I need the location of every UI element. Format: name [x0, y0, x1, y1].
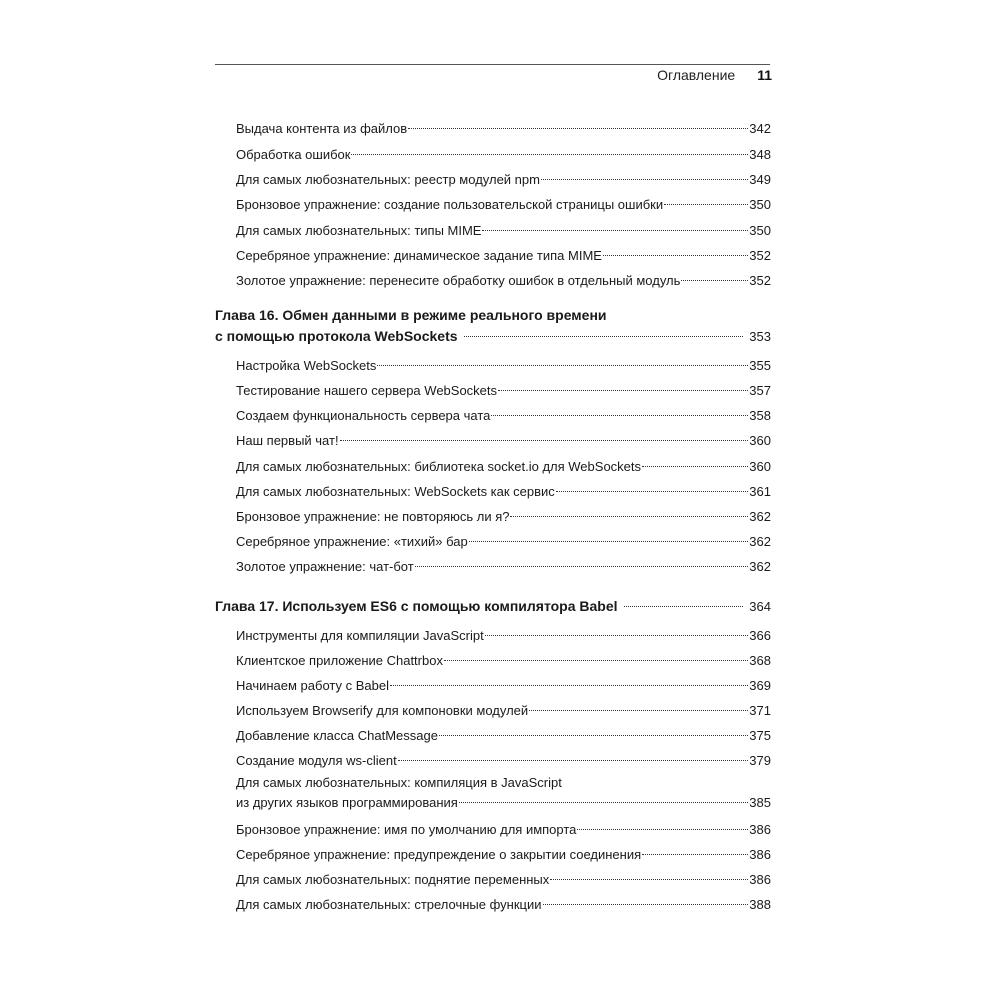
toc-entry-page: 362: [749, 534, 771, 549]
toc-entry: [236, 843, 771, 863]
chapter-page: 364: [749, 599, 771, 614]
dot-leader: [439, 724, 748, 740]
toc-entry-title: Золотое упражнение: чат-бот: [236, 559, 414, 574]
toc-entry: [236, 530, 771, 550]
toc-entry-page: 385: [749, 795, 771, 810]
toc-entry-page: 375: [749, 728, 771, 743]
toc-entry: [236, 219, 771, 239]
dot-leader: [529, 699, 748, 715]
toc-entry-page: 357: [749, 383, 771, 398]
toc-entry-title: Бронзовое упражнение: создание пользовательской страницы ошибки: [236, 197, 664, 212]
toc-entry-page: 371: [749, 703, 771, 718]
toc-entry-title: Наш первый чат!: [236, 433, 339, 448]
toc-entry: [236, 269, 771, 289]
dot-leader: [543, 893, 749, 909]
toc-entry: [236, 379, 771, 399]
toc-entry-title: Серебряное упражнение: «тихий» бар: [236, 534, 468, 549]
toc-entry-title: Обработка ошибок: [236, 147, 351, 162]
running-header-page-number: 11: [757, 67, 772, 83]
toc-entry-page: 366: [749, 628, 771, 643]
toc-entry: [236, 674, 771, 694]
toc-entry: [236, 868, 771, 888]
toc-entry: [236, 893, 771, 913]
toc-entry: [236, 699, 771, 719]
toc-entry: [236, 168, 771, 188]
toc-entry-page: 386: [749, 847, 771, 862]
dot-leader: [340, 429, 749, 445]
dot-leader: [482, 219, 748, 235]
toc-entry-page: 362: [749, 509, 771, 524]
dot-leader: [603, 244, 748, 260]
toc-entry-page: 369: [749, 678, 771, 693]
dot-leader: [398, 749, 749, 765]
toc-entry: [236, 244, 771, 264]
toc-entry-title: Серебряное упражнение: предупреждение о закрытии соединения: [236, 847, 642, 862]
dot-leader: [464, 324, 744, 341]
toc-entry-title: Добавление класса ChatMessage: [236, 728, 438, 743]
chapter-heading-17: [215, 594, 771, 615]
toc-entry: [236, 818, 771, 838]
dot-leader: [459, 791, 748, 807]
dot-leader: [681, 269, 748, 285]
chapter-page: 353: [749, 329, 771, 344]
toc-entry-title: Бронзовое упражнение: имя по умолчанию для импорта: [236, 822, 577, 837]
toc-entry-page: 386: [749, 872, 771, 887]
toc-entry: [236, 480, 771, 500]
toc-entry: [236, 143, 771, 163]
dot-leader: [351, 143, 748, 159]
chapter-title-line: Глава 16. Обмен данными в режиме реального времени: [215, 307, 607, 323]
toc-entry-title: Для самых любознательных: WebSockets как сервис: [236, 484, 555, 499]
dot-leader: [390, 674, 748, 690]
toc-entry-title: Для самых любознательных: библиотека socket.io для WebSockets: [236, 459, 642, 474]
toc-entry-title: Создание модуля ws-client: [236, 753, 397, 768]
toc-entry: [236, 555, 771, 575]
toc-entry: [236, 404, 771, 424]
toc-entry: [236, 624, 771, 644]
toc-entry-title: Бронзовое упражнение: не повторяюсь ли я?: [236, 509, 510, 524]
dot-leader: [415, 555, 749, 571]
toc-entry-page: 360: [749, 459, 771, 474]
toc-entry-title: Тестирование нашего сервера WebSockets: [236, 383, 498, 398]
toc-entry-page: 350: [749, 197, 771, 212]
toc-entry-title: Выдача контента из файлов: [236, 121, 408, 136]
dot-leader: [498, 379, 748, 395]
toc-entry-page: 362: [749, 559, 771, 574]
toc-entry-page: 352: [749, 248, 771, 263]
toc-entry: [236, 724, 771, 744]
dot-leader: [485, 624, 749, 640]
chapter-title-line: с помощью протокола WebSockets: [215, 328, 458, 344]
toc-entry: [236, 749, 771, 769]
dot-leader: [491, 404, 748, 420]
toc-entry-title: Для самых любознательных: компиляция в JavaScript: [236, 775, 562, 790]
toc-entry: [236, 455, 771, 475]
toc-entry-title: Золотое упражнение: перенесите обработку ошибок в отдельный модуль: [236, 273, 681, 288]
toc-entry-title: Создаем функциональность сервера чата: [236, 408, 491, 423]
toc-entry-page: 360: [749, 433, 771, 448]
chapter-heading-16: [215, 307, 771, 345]
dot-leader: [642, 843, 748, 859]
toc-entry: [236, 649, 771, 669]
toc-entry-title: Для самых любознательных: типы MIME: [236, 223, 482, 238]
toc-entry-page: 342: [749, 121, 771, 136]
toc-entry-title: Для самых любознательных: поднятие переменных: [236, 872, 550, 887]
dot-leader: [556, 480, 748, 496]
toc-entry: [236, 775, 771, 811]
toc-entry: [236, 429, 771, 449]
toc-entry-page: 368: [749, 653, 771, 668]
toc-entry: [236, 193, 771, 213]
dot-leader: [510, 505, 748, 521]
toc-entry-page: 348: [749, 147, 771, 162]
toc-entry-page: 355: [749, 358, 771, 373]
dot-leader: [444, 649, 748, 665]
dot-leader: [541, 168, 748, 184]
dot-leader: [377, 354, 748, 370]
toc-entry-page: 349: [749, 172, 771, 187]
toc-entry: [236, 505, 771, 525]
toc-entry-page: 361: [749, 484, 771, 499]
chapter-title-line: Глава 17. Используем ES6 с помощью компилятора Babel: [215, 598, 618, 614]
toc-entry-page: 388: [749, 897, 771, 912]
toc-entry-page: 352: [749, 273, 771, 288]
toc-entry-page: 386: [749, 822, 771, 837]
toc-entry: [236, 117, 771, 137]
toc-entry-page: 358: [749, 408, 771, 423]
toc-entry: [236, 354, 771, 374]
toc-entry-title-continued: из других языков программирования: [236, 795, 458, 810]
dot-leader: [664, 193, 748, 209]
toc-entry-title: Для самых любознательных: стрелочные функции: [236, 897, 542, 912]
dot-leader: [642, 455, 748, 471]
toc-entry-page: 379: [749, 753, 771, 768]
toc-entry-title: Серебряное упражнение: динамическое задание типа MIME: [236, 248, 602, 263]
dot-leader: [469, 530, 749, 546]
dot-leader: [624, 594, 744, 611]
toc-entry-title: Инструменты для компиляции JavaScript: [236, 628, 484, 643]
toc-entry-title: Клиентское приложение Chattrbox: [236, 653, 443, 668]
toc-entry-title: Для самых любознательных: реестр модулей npm: [236, 172, 540, 187]
dot-leader: [408, 117, 748, 133]
toc-entry-title: Используем Browserify для компоновки модулей: [236, 703, 529, 718]
running-header-title: Оглавление: [657, 67, 736, 83]
toc-entry-title: Настройка WebSockets: [236, 358, 377, 373]
toc-entry-page: 350: [749, 223, 771, 238]
dot-leader: [550, 868, 748, 884]
toc-entry-title: Начинаем работу с Babel: [236, 678, 389, 693]
dot-leader: [577, 818, 748, 834]
